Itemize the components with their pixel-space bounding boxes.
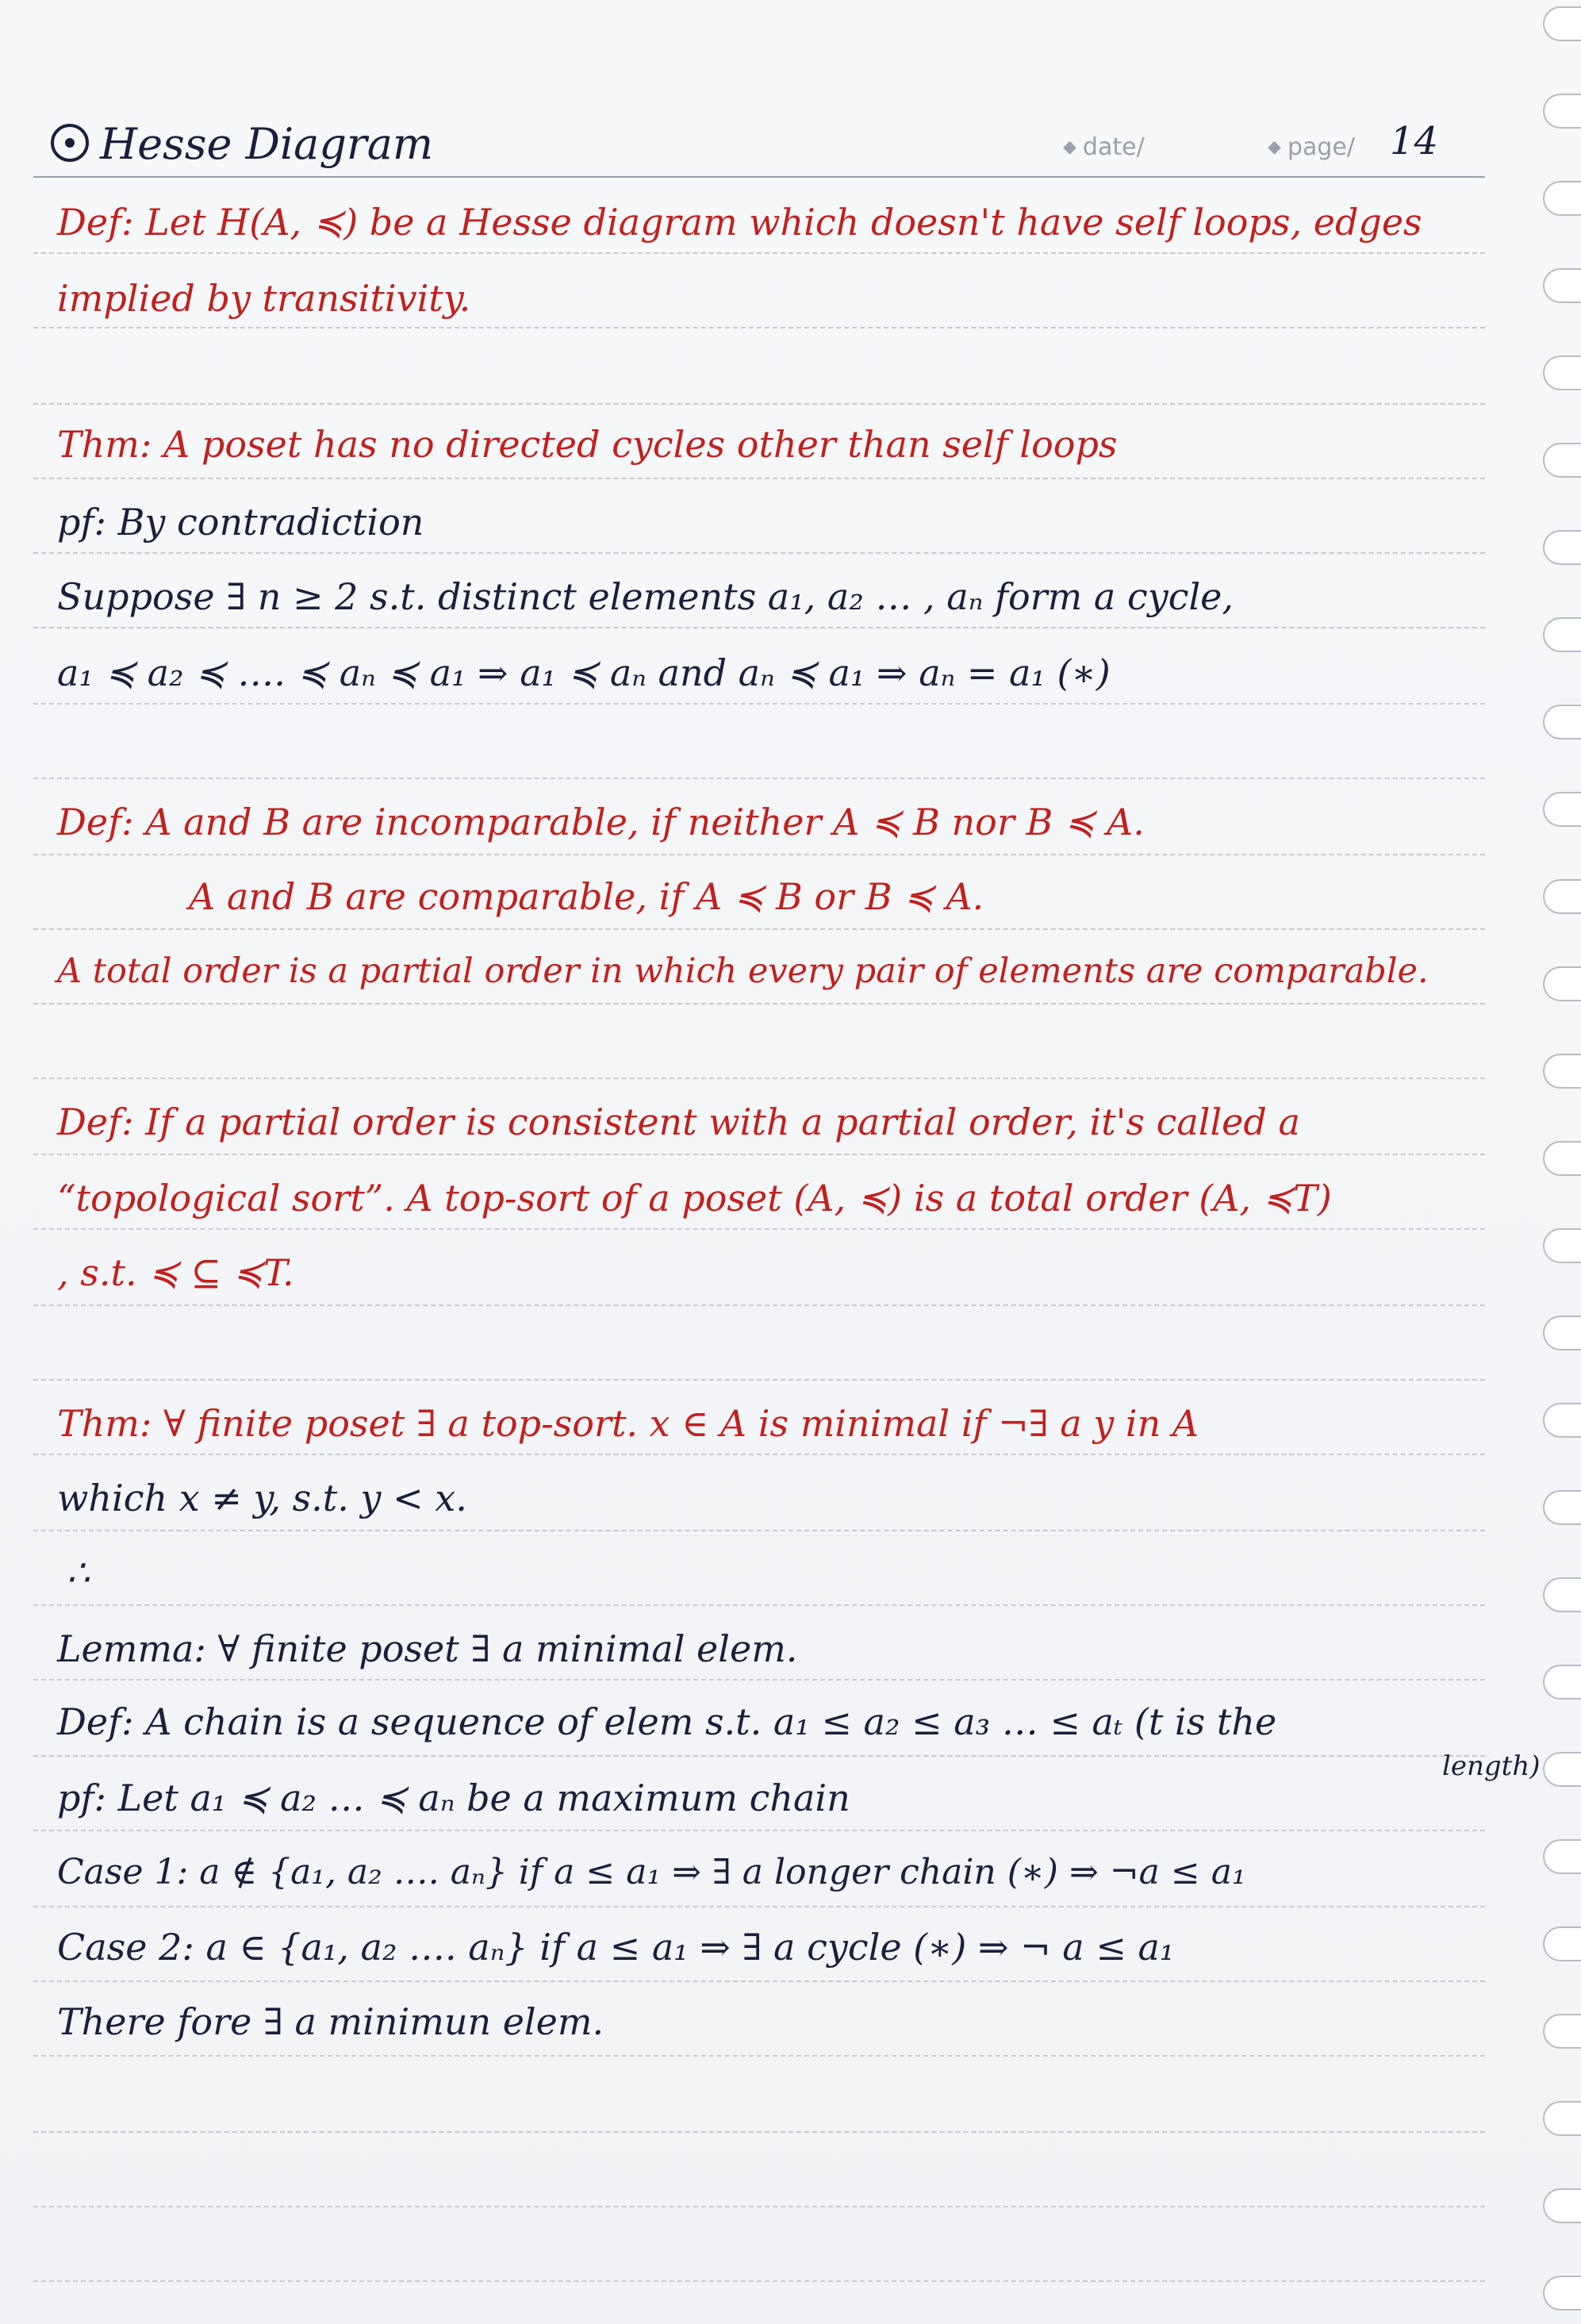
ruled-line: [33, 1530, 1485, 1531]
ruled-line: [33, 928, 1485, 930]
proof-conclusion: There fore ∃ a minimun elem.: [57, 2000, 604, 2043]
def-total-order: A total order is a partial order in which every pair of elements are comparable.: [57, 951, 1429, 991]
page-title-row: [51, 119, 433, 169]
punch-hole: [1543, 530, 1581, 565]
def-hesse-diagram-cont: implied by transitivity.: [57, 277, 471, 320]
ruled-line: [33, 1379, 1485, 1381]
proof-header: pf: By contradiction: [57, 501, 424, 544]
punch-hole: [1543, 1490, 1581, 1525]
ruled-line: [33, 1980, 1485, 1982]
punch-hole: [1543, 1141, 1581, 1176]
page-number: 14: [1390, 119, 1439, 163]
page-title: Hesse Diagram: [100, 119, 434, 169]
ruled-line: [33, 1755, 1485, 1757]
punch-hole: [1543, 792, 1581, 827]
punch-hole: [1543, 2014, 1581, 2049]
ruled-line: [33, 2206, 1485, 2207]
ruled-line: [33, 478, 1485, 479]
theorem-top-sort: Thm: ∀ finite poset ∃ a top-sort. x ∈ A is minimal if ¬∃ a y in A: [57, 1402, 1199, 1445]
ruled-line: [33, 703, 1485, 705]
punch-hole: [1543, 94, 1581, 129]
ruled-line: [33, 2131, 1485, 2133]
diamond-icon: ◆: [1268, 137, 1281, 157]
ruled-line: [33, 1830, 1485, 1831]
punch-hole: [1543, 268, 1581, 303]
def-chain-note: length): [1442, 1750, 1541, 1782]
page-label: page/: [1287, 133, 1355, 161]
ruled-line: [33, 252, 1485, 254]
ruled-line: [33, 1304, 1485, 1306]
date-field: [1063, 133, 1145, 161]
proof-line: Suppose ∃ n ≥ 2 s.t. distinct elements a₁, a₂ … , aₙ form a cycle,: [57, 575, 1234, 618]
ruled-line: [33, 552, 1485, 554]
def-hesse-diagram: Def: Let H(A, ≼) be a Hesse diagram which doesn't have self loops, edges: [57, 201, 1422, 244]
ruled-line: [33, 327, 1485, 328]
ruled-line: [33, 1003, 1485, 1005]
proof-case-2: Case 2: a ∈ {a₁, a₂ …. aₙ} if a ≤ a₁ ⇒ ∃ a cycle (∗) ⇒ ¬ a ≤ a₁: [57, 1926, 1175, 1969]
bullseye-icon: [51, 124, 89, 162]
punch-hole: [1543, 1926, 1581, 1961]
ruled-line: [33, 1906, 1485, 1907]
def-chain: Def: A chain is a sequence of elem s.t. a₁ ≤ a₂ ≤ a₃ … ≤ aₜ (t is the: [57, 1700, 1277, 1743]
diamond-icon: ◆: [1063, 137, 1076, 157]
ruled-line: [33, 778, 1485, 779]
def-comparable: A and B are comparable, if A ≼ B or B ≼ A.: [189, 875, 984, 918]
punch-hole: [1543, 1403, 1581, 1438]
punch-hole: [1543, 1752, 1581, 1787]
ruled-line: [33, 1604, 1485, 1606]
ruled-line: [33, 403, 1485, 405]
punch-hole: [1543, 966, 1581, 1001]
punch-hole: [1543, 617, 1581, 652]
ruled-line: [33, 2055, 1485, 2057]
ruled-line: [33, 1454, 1485, 1455]
punch-hole: [1543, 443, 1581, 478]
proof-case-1: Case 1: a ∉ {a₁, a₂ …. aₙ} if a ≤ a₁ ⇒ ∃ a longer chain (∗) ⇒ ¬a ≤ a₁: [57, 1852, 1246, 1892]
ruled-line: [33, 1679, 1485, 1681]
theorem-top-sort-cont: which x ≠ y, s.t. y < x.: [57, 1477, 467, 1519]
punch-hole: [1543, 355, 1581, 390]
ruled-line: [33, 176, 1485, 178]
punch-hole: [1543, 2276, 1581, 2311]
punch-hole: [1543, 2188, 1581, 2223]
punch-hole: [1543, 1839, 1581, 1874]
ruled-line: [33, 1077, 1485, 1079]
ruled-line: [33, 1228, 1485, 1230]
date-label: date/: [1082, 133, 1145, 161]
ruled-line: [33, 1154, 1485, 1155]
punch-hole: [1543, 6, 1581, 41]
def-topological-sort-cont: , s.t. ≼ ⊆ ≼T.: [57, 1251, 294, 1294]
punch-hole: [1543, 1665, 1581, 1700]
def-incomparable: Def: A and B are incomparable, if neither A ≼ B nor B ≼ A.: [57, 801, 1145, 843]
punch-hole: [1543, 181, 1581, 216]
punch-hole: [1543, 1054, 1581, 1089]
punch-hole: [1543, 705, 1581, 739]
ruled-line: [33, 2280, 1485, 2282]
ruled-line: [33, 627, 1485, 628]
punch-hole: [1543, 879, 1581, 914]
punch-hole: [1543, 2101, 1581, 2136]
punch-hole: [1543, 1316, 1581, 1350]
proof-line: a₁ ≼ a₂ ≼ …. ≼ aₙ ≼ a₁ ⇒ a₁ ≼ aₙ and aₙ ≼ a₁ ⇒ aₙ = a₁ (∗): [57, 651, 1111, 694]
lemma-minimal: Lemma: ∀ finite poset ∃ a minimal elem.: [57, 1627, 798, 1670]
punch-hole: [1543, 1228, 1581, 1263]
therefore-symbol: ∴: [67, 1551, 90, 1594]
page-field: [1268, 133, 1355, 161]
theorem-no-cycles: Thm: A poset has no directed cycles other than self loops: [57, 423, 1118, 466]
proof-max-chain: pf: Let a₁ ≼ a₂ … ≼ aₙ be a maximum chain: [57, 1777, 850, 1819]
punch-hole: [1543, 1577, 1581, 1612]
def-topological-sort: Def: If a partial order is consistent with a partial order, it's called a: [57, 1101, 1300, 1143]
def-topological-sort-cont: “topological sort”. A top-sort of a poset (A, ≼) is a total order (A, ≼T): [57, 1177, 1332, 1220]
ruled-line: [33, 854, 1485, 855]
